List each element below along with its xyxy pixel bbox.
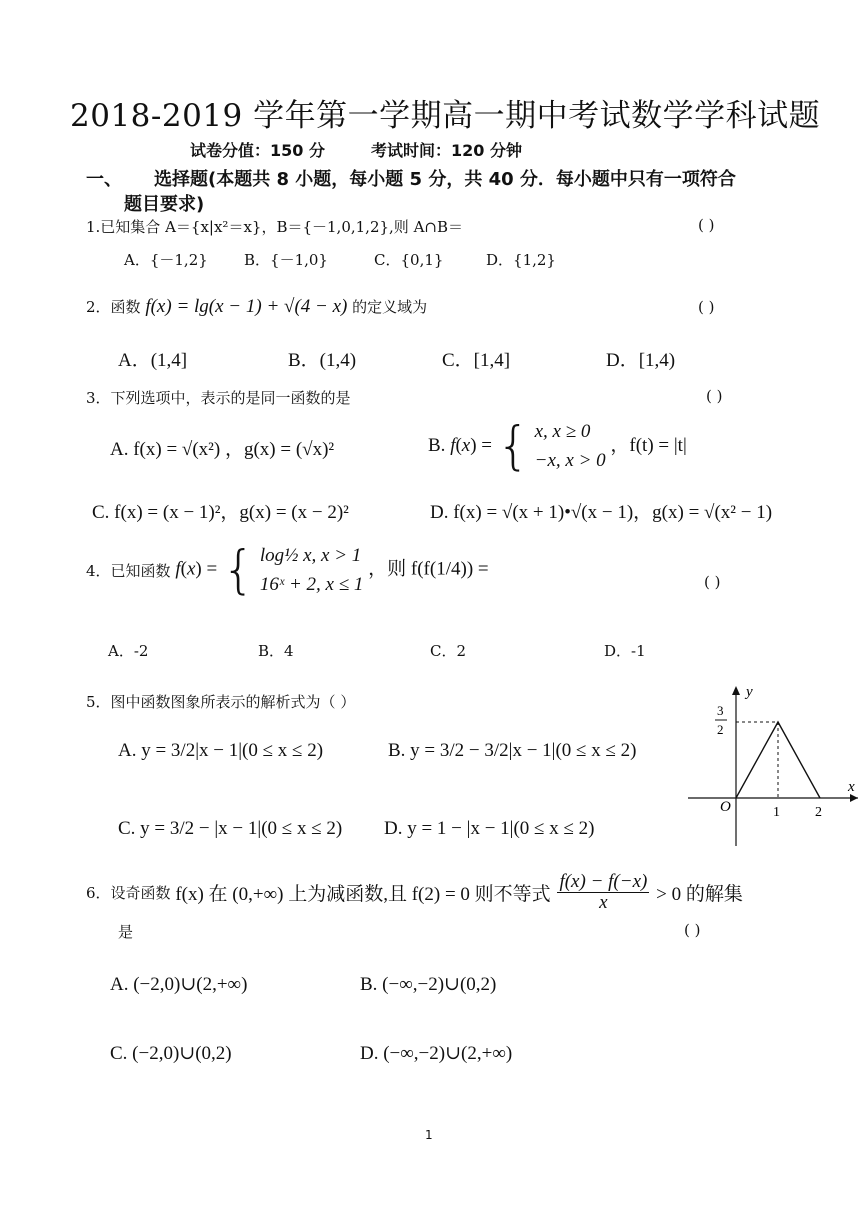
q6-fraction-denominator: x [599, 891, 608, 913]
x-axis-label: x [848, 779, 855, 795]
q6-middle: f(x) 在 (0,+∞) 上为减函数,且 f(2) = 0 则不等式 [175, 883, 551, 905]
section-heading: 选择题(本题共 8 小题，每小题 5 分，共 40 分．每小题中只有一项符合 [154, 169, 736, 190]
y-tick-numerator: 3 [717, 703, 724, 718]
q5-option-c: C. y = 3/2 − |x − 1|(0 ≤ x ≤ 2) [118, 818, 343, 839]
q2-option-b: B．(1,4) [288, 350, 357, 371]
q6-option-b: B. (−∞,−2)∪(0,2) [360, 974, 497, 995]
q3-option-b-cases [535, 418, 606, 475]
q3-option-d: D. f(x) = √(x + 1)•√(x − 1)，g(x) = √(x² − 1) [430, 502, 773, 523]
time-label: 考试时间：120 分钟 [370, 141, 522, 160]
q4-stem: 4．已知函数 f(x) = { log½ x, x > 1 16ˣ + 2, x ≤ 1 ，则 f(f(1/4)) = [86, 540, 489, 601]
q1-option-c: C．{0,1} [374, 251, 444, 269]
section-heading-cont: 题目要求) [124, 194, 205, 215]
q4-prefix: 4．已知函数 [86, 562, 171, 580]
y-axis-arrow-icon [732, 686, 740, 695]
q6-stem [86, 872, 743, 913]
q6-suffix: > 0 的解集 [656, 883, 743, 905]
q4-cases [260, 542, 364, 599]
q5-option-b: B. y = 3/2 − 3/2|x − 1|(0 ≤ x ≤ 2) [388, 740, 637, 761]
y-tick-denominator: 2 [717, 722, 724, 737]
q4-suffix: ，则 f(f(1/4)) = [368, 558, 489, 580]
q3-option-b-case2: −x, x > 0 [534, 449, 606, 471]
q4-option-b: B．4 [258, 642, 294, 660]
q1-option-d: D．{1,2} [486, 251, 556, 269]
q2-option-c: C．[1,4] [442, 350, 511, 371]
q4-option-a: A．-2 [108, 642, 149, 660]
q2-function-expression: f(x) = lg(x − 1) + √(4 − x) [145, 296, 348, 317]
q3-option-b-prefix: B. [428, 434, 446, 456]
q6-answer-bracket: ( ) [684, 921, 701, 939]
q3-option-c: C. f(x) = (x − 1)²，g(x) = (x − 2)² [92, 502, 349, 523]
q6-fraction-numerator: f(x) − f(−x) [559, 871, 648, 892]
q4-case1: log½ x, x > 1 [259, 545, 362, 566]
q4-option-d: D．-1 [604, 642, 646, 660]
q5-option-d: D. y = 1 − |x − 1|(0 ≤ x ≤ 2) [384, 818, 595, 839]
q6-stem-line2: 是 [118, 923, 134, 941]
q6-option-a: A. (−2,0)∪(2,+∞) [110, 974, 248, 995]
q3-option-b-case1: x, x ≥ 0 [534, 421, 591, 442]
q3-answer-bracket: ( ) [706, 387, 723, 405]
section-number: 一、 [86, 169, 122, 190]
y-axis-label: y [746, 684, 753, 700]
q3-option-b: B. f(x) = { x, x ≥ 0 −x, x > 0 ，f(t) = |t| [428, 416, 687, 477]
q4-option-c: C．2 [430, 642, 467, 660]
q3-option-b-tail: ，f(t) = |t| [610, 434, 687, 456]
q1-answer-bracket: ( ) [698, 216, 715, 234]
left-brace-icon: { [221, 540, 256, 601]
q2-option-a: A．(1,4] [118, 350, 188, 371]
q6-fraction [557, 872, 649, 913]
score-label: 试卷分值：150 分 [190, 141, 325, 160]
page-number: 1 [425, 1128, 433, 1142]
x-tick-1: 1 [773, 805, 780, 820]
exam-info [190, 138, 522, 161]
q1-option-a: A．{－1,2} [124, 251, 208, 269]
q3-stem: 3．下列选项中，表示的是同一函数的是 [86, 389, 351, 407]
q2-option-d: D．[1,4) [606, 350, 676, 371]
origin-label: O [720, 799, 731, 815]
x-axis-arrow-icon [850, 794, 858, 802]
page-title: 2018-2019 学年第一学期高一期中考试数学学科试题 [70, 98, 821, 134]
q6-option-d: D. (−∞,−2)∪(2,+∞) [360, 1043, 513, 1064]
q3-option-a: A. f(x) = √(x²) ，g(x) = (√x)² [110, 439, 335, 460]
q6-option-c: C. (−2,0)∪(0,2) [110, 1043, 232, 1064]
q6-prefix: 6．设奇函数 [86, 883, 171, 902]
x-tick-2: 2 [815, 805, 822, 820]
q5-stem: 5．图中函数图象所表示的解析式为（ ） [86, 693, 356, 711]
q4-answer-bracket: ( ) [704, 573, 721, 591]
q4-case2: 16ˣ + 2, x ≤ 1 [259, 573, 364, 595]
left-brace-icon: { [496, 416, 530, 477]
q5-function-graph [684, 678, 860, 848]
q2-prefix: 2．函数 [86, 298, 141, 316]
q1-option-b: B．{－1,0} [244, 251, 328, 269]
q2-stem [86, 296, 427, 318]
q1-stem: 1.已知集合 A＝{x|x²＝x}，B＝{－1,0,1,2},则 A∩B＝ [86, 218, 463, 236]
q5-option-a: A. y = 3/2|x − 1|(0 ≤ x ≤ 2) [118, 740, 324, 761]
q2-answer-bracket: ( ) [698, 298, 715, 316]
q2-suffix: 的定义域为 [352, 298, 428, 316]
